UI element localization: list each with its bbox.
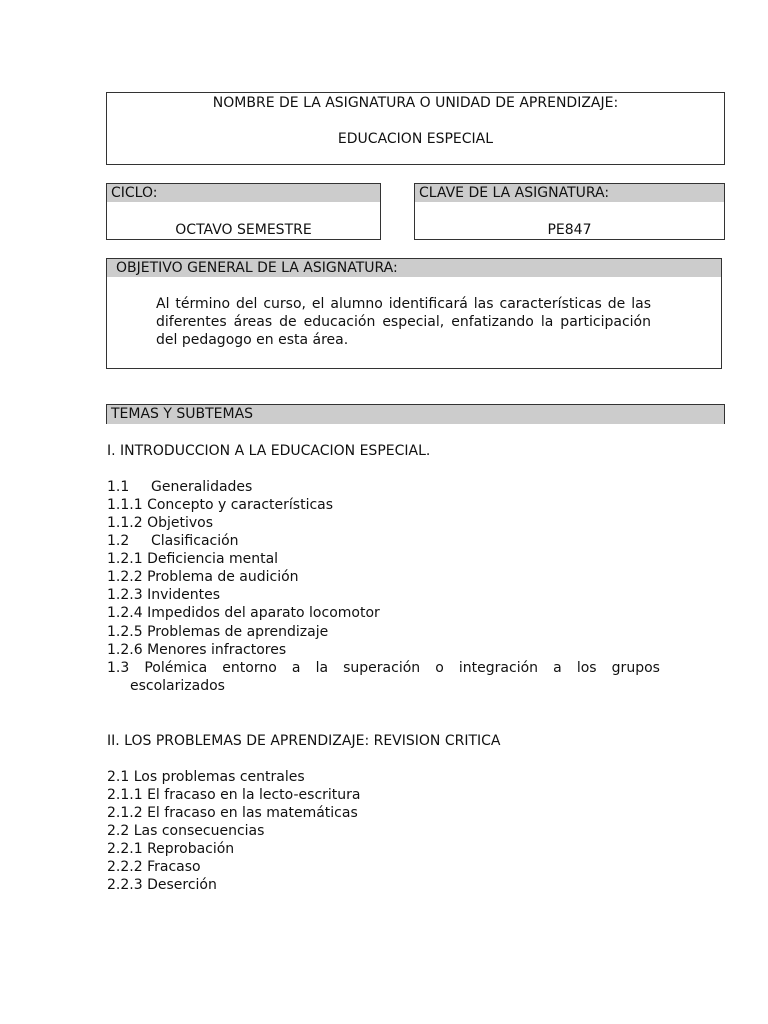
list-item	[107, 858, 201, 876]
clave-box	[414, 183, 725, 240]
item-text: Clasificación	[151, 533, 239, 549]
list-item	[107, 496, 333, 514]
item-text: Objetivos	[147, 515, 214, 531]
item-number: 2.1	[107, 769, 130, 785]
item-text: Reprobación	[147, 841, 235, 857]
item-text: Impedidos del aparato locomotor	[147, 605, 380, 621]
list-item	[107, 804, 358, 822]
item-number: 1.1.2	[107, 515, 143, 531]
item-number: 2.1.2	[107, 805, 143, 821]
list-item	[107, 840, 234, 858]
list-item	[107, 786, 360, 804]
list-item	[107, 478, 252, 496]
item-number: 2.2	[107, 823, 130, 839]
list-item	[107, 568, 299, 586]
item-text: Fracaso	[147, 859, 201, 875]
list-item	[107, 514, 213, 532]
item-word: los	[576, 660, 597, 676]
item-number: 2.2.1	[107, 841, 143, 857]
item-number: 1.1	[107, 479, 130, 495]
unit2-title: II. LOS PROBLEMAS DE APRENDIZAJE: REVISION CRITICA	[107, 733, 501, 749]
item-word: Polémica	[144, 660, 208, 676]
item-text: Generalidades	[151, 479, 253, 495]
list-item	[107, 623, 328, 641]
asignatura-box	[106, 92, 725, 165]
item-number: 1.2.6	[107, 642, 143, 658]
item-text: Deficiencia mental	[147, 551, 279, 567]
list-item	[107, 604, 380, 622]
item-text: Menores infractores	[147, 642, 287, 658]
item-text: Los problemas centrales	[133, 769, 305, 785]
list-item	[107, 532, 239, 550]
item-text: El fracaso en la lecto-escritura	[147, 787, 361, 803]
item-number: 1.3	[107, 660, 130, 676]
unit1-title: I. INTRODUCCION A LA EDUCACION ESPECIAL.	[107, 443, 431, 459]
item-number: 1.2.5	[107, 624, 143, 640]
item-text: Problemas de aprendizaje	[147, 624, 329, 640]
ciclo-box	[106, 183, 381, 240]
item-word: integración	[458, 660, 539, 676]
ciclo-value: OCTAVO SEMESTRE	[175, 222, 312, 238]
item-text: El fracaso en las matemáticas	[147, 805, 358, 821]
item-number: 2.2.3	[107, 877, 143, 893]
asignatura-header: NOMBRE DE LA ASIGNATURA O UNIDAD DE APRENDIZAJE:	[212, 95, 619, 111]
item-number: 1.2.2	[107, 569, 143, 585]
item-number: 2.2.2	[107, 859, 143, 875]
list-item	[107, 768, 305, 786]
item-word: o	[435, 660, 444, 676]
ciclo-header: CICLO:	[107, 184, 380, 202]
item-word: entorno	[222, 660, 277, 676]
list-item	[107, 876, 217, 894]
item-word: a	[291, 660, 301, 676]
item-text: Concepto y características	[147, 497, 334, 513]
item-continuation: escolarizados	[130, 678, 225, 694]
asignatura-value: EDUCACION ESPECIAL	[337, 131, 494, 147]
clave-header: CLAVE DE LA ASIGNATURA:	[415, 184, 724, 202]
list-item	[107, 822, 264, 840]
temas-header: TEMAS Y SUBTEMAS	[106, 404, 725, 424]
objetivo-text: Al término del curso, el alumno identificará las características de las diferentes áreas de educación especial, enfatizando la participación del pedagogo en esta área.	[156, 296, 651, 348]
list-item	[107, 641, 286, 659]
list-item	[107, 659, 660, 695]
item-word: superación	[343, 660, 421, 676]
item-number: 1.1.1	[107, 497, 143, 513]
list-item	[107, 550, 278, 568]
item-number: 1.2	[107, 533, 130, 549]
item-number: 1.2.1	[107, 551, 143, 567]
item-word: a	[553, 660, 562, 676]
item-text: Invidentes	[147, 587, 221, 603]
item-number: 1.2.3	[107, 587, 143, 603]
item-text: Problema de audición	[147, 569, 299, 585]
clave-value: PE847	[547, 222, 592, 238]
item-text: Las consecuencias	[133, 823, 265, 839]
item-word: grupos	[611, 660, 660, 676]
item-word: la	[315, 660, 329, 676]
objetivo-header: OBJETIVO GENERAL DE LA ASIGNATURA:	[107, 259, 721, 277]
item-number: 2.1.1	[107, 787, 143, 803]
item-number: 1.2.4	[107, 605, 143, 621]
item-text: Deserción	[147, 877, 217, 893]
list-item	[107, 586, 220, 604]
objetivo-box	[106, 258, 722, 369]
